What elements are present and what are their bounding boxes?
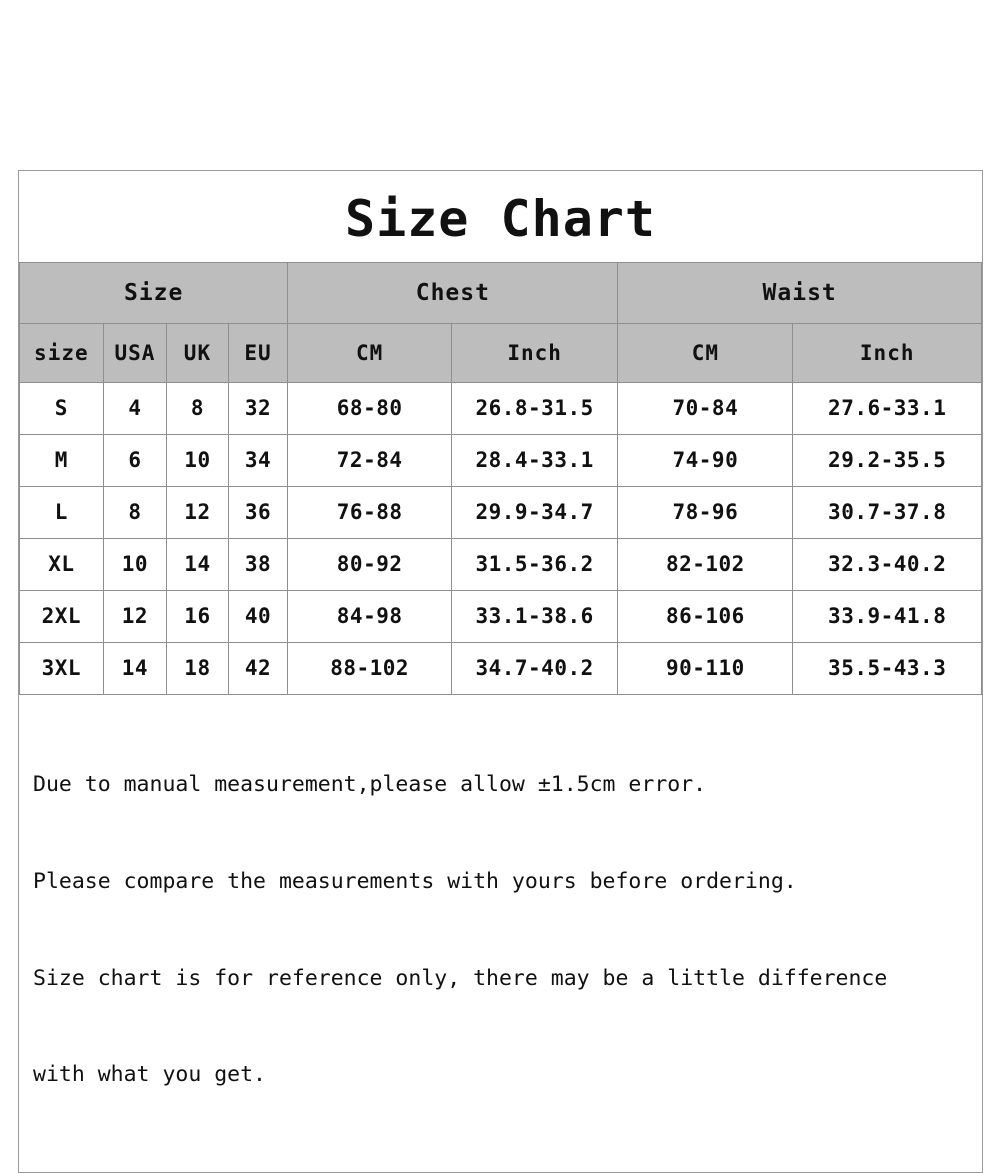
cell-waist-cm: 82-102	[618, 538, 793, 590]
cell-waist-inch: 29.2-35.5	[793, 434, 982, 486]
column-header-usa: USA	[103, 323, 166, 382]
note-line-2: Please compare the measurements with yours before ordering.	[33, 868, 797, 894]
cell-waist-cm: 74-90	[618, 434, 793, 486]
cell-uk: 14	[167, 538, 229, 590]
cell-waist-inch: 35.5-43.3	[793, 642, 982, 694]
table-row	[20, 590, 982, 642]
table-row	[20, 642, 982, 694]
cell-size: 3XL	[20, 642, 104, 694]
cell-eu: 40	[228, 590, 288, 642]
column-header-chest-inch: Inch	[451, 323, 617, 382]
cell-chest-cm: 88-102	[288, 642, 452, 694]
cell-usa: 12	[103, 590, 166, 642]
cell-usa: 14	[103, 642, 166, 694]
group-header-chest: Chest	[288, 262, 618, 323]
note-line-3: Size chart is for reference only, there may be a little difference	[33, 965, 888, 991]
column-header-uk: UK	[167, 323, 229, 382]
group-header-waist: Waist	[618, 262, 982, 323]
cell-eu: 34	[228, 434, 288, 486]
note-line-1: Due to manual measurement,please allow ±1.5cm error.	[33, 772, 707, 797]
cell-chest-cm: 84-98	[288, 590, 452, 642]
column-header-size: size	[20, 323, 104, 382]
cell-uk: 12	[167, 486, 229, 538]
cell-chest-inch: 33.1-38.6	[451, 590, 617, 642]
cell-waist-inch: 32.3-40.2	[793, 538, 982, 590]
cell-usa: 6	[103, 434, 166, 486]
cell-chest-cm: 68-80	[288, 382, 452, 434]
table-group-header-row	[20, 262, 982, 323]
cell-uk: 10	[167, 434, 229, 486]
cell-waist-inch: 27.6-33.1	[793, 382, 982, 434]
cell-chest-inch: 29.9-34.7	[451, 486, 617, 538]
cell-chest-inch: 28.4-33.1	[451, 434, 617, 486]
cell-size: M	[20, 434, 104, 486]
cell-usa: 4	[103, 382, 166, 434]
table-row	[20, 486, 982, 538]
table-row	[20, 382, 982, 434]
cell-eu: 42	[228, 642, 288, 694]
cell-usa: 10	[103, 538, 166, 590]
table-column-header-row	[20, 323, 982, 382]
cell-chest-cm: 76-88	[288, 486, 452, 538]
cell-chest-inch: 31.5-36.2	[451, 538, 617, 590]
cell-eu: 38	[228, 538, 288, 590]
cell-waist-cm: 86-106	[618, 590, 793, 642]
note-line-4: with what you get.	[33, 1062, 266, 1088]
size-chart-table	[19, 262, 982, 695]
column-header-waist-cm: CM	[618, 323, 793, 382]
measurement-note	[19, 695, 982, 1173]
table-row	[20, 434, 982, 486]
table-row	[20, 538, 982, 590]
cell-uk: 16	[167, 590, 229, 642]
column-header-chest-cm: CM	[288, 323, 452, 382]
cell-waist-cm: 78-96	[618, 486, 793, 538]
cell-uk: 8	[167, 382, 229, 434]
size-chart-card	[18, 170, 983, 1173]
group-header-size: Size	[20, 262, 288, 323]
cell-size: 2XL	[20, 590, 104, 642]
cell-waist-cm: 90-110	[618, 642, 793, 694]
cell-chest-inch: 34.7-40.2	[451, 642, 617, 694]
cell-chest-inch: 26.8-31.5	[451, 382, 617, 434]
cell-eu: 36	[228, 486, 288, 538]
cell-size: L	[20, 486, 104, 538]
cell-size: XL	[20, 538, 104, 590]
cell-eu: 32	[228, 382, 288, 434]
cell-chest-cm: 80-92	[288, 538, 452, 590]
cell-chest-cm: 72-84	[288, 434, 452, 486]
cell-uk: 18	[167, 642, 229, 694]
page-title: Size Chart	[344, 190, 657, 248]
column-header-eu: EU	[228, 323, 288, 382]
cell-waist-cm: 70-84	[618, 382, 793, 434]
cell-usa: 8	[103, 486, 166, 538]
cell-size: S	[20, 382, 104, 434]
cell-waist-inch: 33.9-41.8	[793, 590, 982, 642]
cell-waist-inch: 30.7-37.8	[793, 486, 982, 538]
column-header-waist-inch: Inch	[793, 323, 982, 382]
